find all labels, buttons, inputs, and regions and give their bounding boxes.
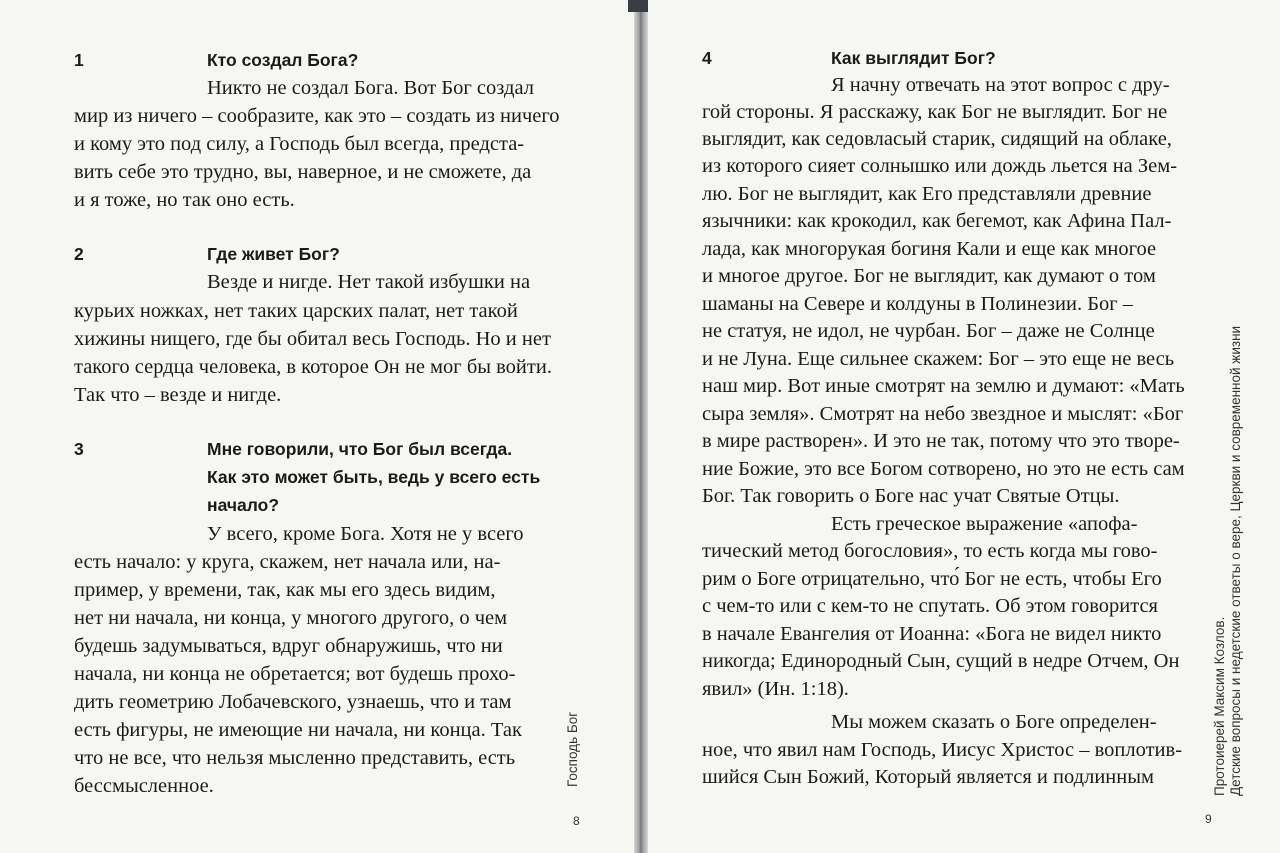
section-number-3: 3 [74,439,84,459]
section-heading-4: Как выглядит Бог? [831,48,996,68]
body-line: мир из ничего – сообразите, как это – создать из ничего [74,105,560,127]
section-heading-3-line-2: Как это может быть, ведь у всего есть [207,467,541,487]
body-line: гой стороны. Я расскажу, как Бог не выглядит. Бог не [702,101,1168,123]
body-line: Есть греческое выражение «апофа- [831,513,1138,535]
body-line: Я начну отвечать на этот вопрос с дру- [831,74,1170,96]
body-line: и кому это под силу, а Господь был всегда, предста- [74,133,525,155]
body-line: в начале Евангелия от Иоанна: «Бога не видел никто [702,623,1162,645]
body-line: Везде и нигде. Нет такой избушки на [207,271,531,293]
body-line: и многое другое. Бог не выглядит, как думают о том [702,265,1156,287]
running-head-left: Господь Бог [565,711,580,787]
body-line: будешь задумываться, вдруг обнаружишь, что ни [74,635,503,657]
body-line: из которого сияет солнышко или дождь льется на Зем- [702,155,1178,177]
body-line: пример, у времени, так, как мы его здесь видим, [74,579,496,601]
body-line: Бог. Так говорить о Боге нас учат Святые Отцы. [702,485,1120,507]
body-line: явил» (Ин. 1:18). [702,678,849,700]
body-line: наш мир. Вот иные смотрят на землю и думают: «Мать [702,375,1185,397]
body-line: шаманы на Севере и колдуны в Полинезии. Бог – [702,293,1134,315]
body-line: Никто не создал Бога. Вот Бог создал [207,77,534,99]
body-line: язычники: как крокодил, как бегемот, как Афина Пал- [702,210,1172,232]
body-line: такого сердца человека, в которое Он не мог бы войти. [74,356,552,378]
body-line: никогда; Единородный Сын, сущий в недре Отчем, Он [702,650,1180,672]
body-line: что не все, что нельзя мысленно представить, есть [74,747,516,769]
section-number-2: 2 [74,244,84,264]
running-head-author: Протоиерей Максим Козлов. [1212,616,1227,796]
body-line: в мире растворен». И это не так, потому что это творе- [702,430,1180,452]
section-number-1: 1 [74,50,84,70]
section-heading-3-line-3: начало? [207,495,280,515]
body-line: ное, что явил нам Господь, Иисус Христос – воплотив- [702,739,1183,761]
body-line: вить себе это трудно, вы, наверное, и не сможете, да [74,161,532,183]
section-number-4: 4 [702,48,712,68]
body-line: У всего, кроме Бога. Хотя не у всего [207,523,524,545]
body-line: бессмысленное. [74,775,214,797]
body-line: шийся Сын Божий, Который является и подлинным [702,766,1154,788]
body-line: тический метод богословия», то есть когда мы гово- [702,540,1158,562]
page-number-left: 8 [573,814,580,828]
body-line: выглядит, как седовласый старик, сидящий на облаке, [702,128,1172,150]
body-line: есть фигуры, не имеющие ни начала, ни конца. Так [74,719,522,741]
body-line: начала, ни конца не обретается; вот будешь прохо- [74,663,516,685]
body-line: Так что – везде и нигде. [74,384,282,406]
book-spine-gutter [634,0,648,853]
body-line: и не Луна. Еще сильнее скажем: Бог – это еще не весь [702,348,1175,370]
body-line: сыра земля». Смотрят на небо звездное и мыслят: «Бог [702,403,1184,425]
body-line: нет ни начала, ни конца, у многого другого, о чем [74,607,508,629]
body-line: хижины нищего, где бы обитал весь Господь. Но и нет [74,328,551,350]
running-head-title: Детские вопросы и недетские ответы о вере, Церкви и современной жизни [1228,325,1243,796]
section-heading-1: Кто создал Бога? [207,50,359,70]
body-line: ние Божие, это все Богом сотворено, но это не есть сам [702,458,1185,480]
section-heading-2: Где живет Бог? [207,244,340,264]
body-line: лю. Бог не выглядит, как Его представляли древние [702,183,1152,205]
body-line: курьих ножках, нет таких царских палат, нет такой [74,300,518,322]
body-line: есть начало: у круга, скажем, нет начала или, на- [74,551,501,573]
body-line: не статуя, не идол, не чурбан. Бог – даже не Солнце [702,320,1155,342]
left-page [0,0,634,853]
section-heading-3: Мне говорили, что Бог был всегда. [207,439,513,459]
body-line: дить геометрию Лобачевского, узнаешь, что и там [74,691,512,713]
body-line: Мы можем сказать о Боге определен- [831,711,1157,733]
body-line: с чем-то или с кем-то не спутать. Об этом говорится [702,595,1158,617]
page-number-right: 9 [1205,812,1212,826]
right-page [648,0,1280,853]
body-line: рим о Боге отрицательно, что́ Бог не есть, чтобы Его [702,568,1162,590]
body-line: и я тоже, но так оно есть. [74,189,295,211]
body-line: лада, как многорукая богиня Кали и еще как многое [702,238,1157,260]
